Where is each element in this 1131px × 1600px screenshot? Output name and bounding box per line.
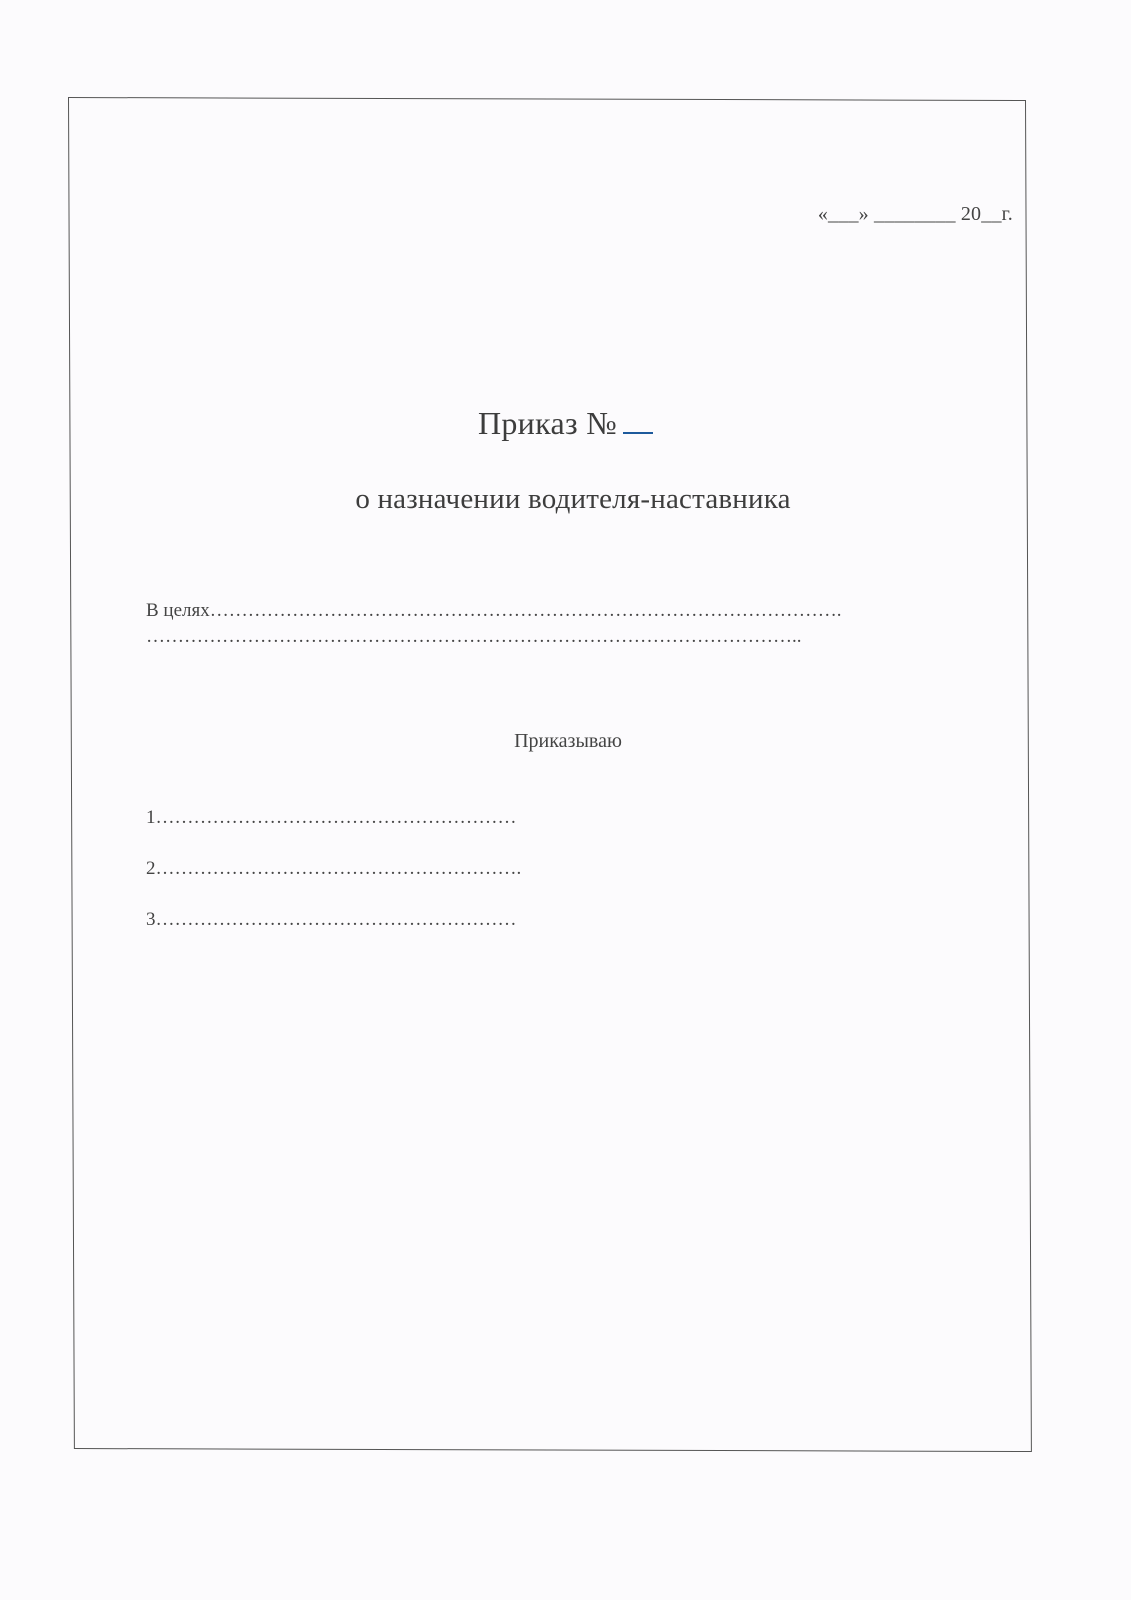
order-item-1: 1………………………………………………… (146, 807, 517, 828)
order-title (0, 405, 1131, 442)
page-border (68, 97, 1032, 1452)
purpose-line-1: В целях………………………………………………………………………………………. (146, 600, 842, 621)
order-title-text: Приказ № (477, 405, 618, 441)
order-verb: Приказываю (514, 730, 622, 752)
purpose-line-2: ………………………………………………………………………………………….. (146, 626, 802, 647)
order-item-3: 3………………………………………………… (146, 909, 517, 930)
order-item-2: 2…………………………………………………. (146, 858, 522, 879)
date-line: «___» ________ 20__г. (817, 203, 1013, 225)
order-subtitle: о назначении водителя-наставника (355, 483, 791, 515)
order-number-blank (623, 408, 653, 434)
